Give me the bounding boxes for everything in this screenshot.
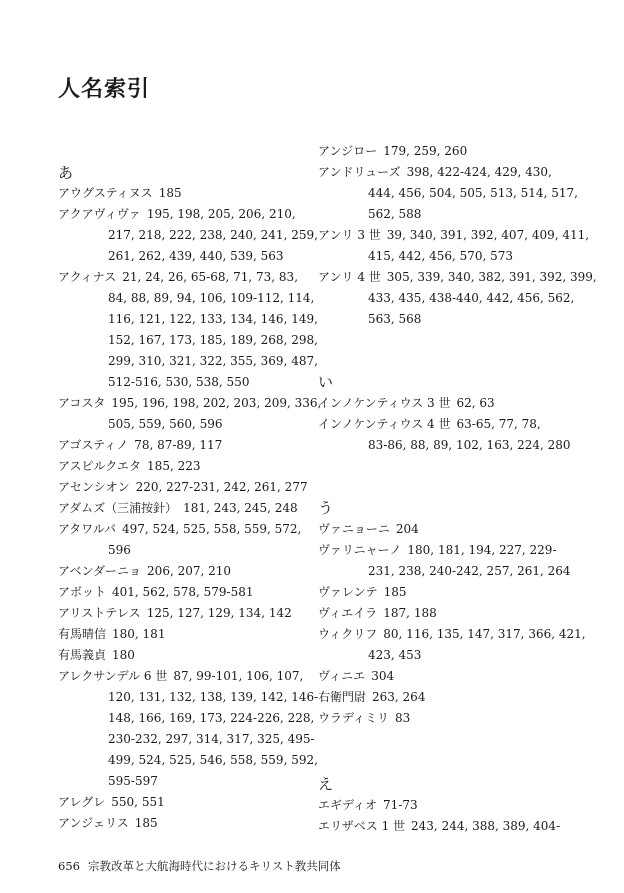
entry-pages: 550, 551 [111,795,165,809]
entry-pages: 152, 167, 173, 185, 189, 268, 298, [108,333,318,347]
index-entry [318,162,578,225]
entry-pages: 179, 259, 260 [383,144,468,158]
entry-name: アンジェリス [58,816,129,830]
entry-first-line [58,519,308,540]
entry-first-line [58,183,308,204]
entry-first-line [318,687,568,708]
entry-name: アコスタ [58,396,106,410]
entry-name: ウィクリフ [318,627,378,641]
entry-continuation-line [58,309,318,330]
entry-pages: 195, 198, 205, 206, 210, [146,207,296,221]
entry-pages: 217, 218, 222, 238, 240, 241, 259, [108,228,318,242]
index-entry [318,540,571,582]
entry-first-line [58,792,308,813]
index-entry [58,204,318,267]
section-heading: あ [58,164,74,182]
entry-pages: 148, 166, 169, 173, 224-226, 228, [108,711,315,725]
entry-name: 右衛門尉 [318,690,367,704]
entry-name: インノケンティウス 3 世 [318,396,451,410]
entry-continuation-line [58,225,318,246]
entry-pages: 87, 99-101, 106, 107, [173,669,304,683]
entry-first-line [318,582,568,603]
entry-pages: 21, 24, 26, 65-68, 71, 73, 83, [122,270,299,284]
index-entry [58,645,308,666]
entry-pages: 497, 524, 525, 558, 559, 572, [121,522,302,536]
entry-name: ヴィニエ [318,669,366,683]
index-entry [318,708,568,729]
entry-continuation-line [318,309,568,330]
entry-first-line [58,267,308,288]
index-entry [58,435,308,456]
entry-name: 有馬義貞 [58,648,107,662]
entry-name: アセンシオン [58,480,130,494]
entry-name: アンリ 3 世 [318,228,381,242]
entry-continuation-line [318,246,568,267]
entry-name: ウラディミリ [318,711,390,725]
entry-first-line [318,162,568,183]
entry-first-line [318,708,568,729]
entry-pages: 562, 588 [368,207,422,221]
entry-first-line [58,477,308,498]
page-title: 人名索引 [58,77,151,102]
entry-continuation-line [58,708,315,729]
entry-pages: 423, 453 [368,648,422,662]
entry-name: アボット [58,585,107,599]
entry-continuation-line [58,351,318,372]
entry-continuation-line [318,288,575,309]
entry-continuation-line [58,540,308,561]
index-entry [318,624,586,666]
index-entry [318,687,568,708]
entry-continuation-line [58,771,308,792]
entry-first-line [318,225,590,246]
entry-first-line [58,813,308,834]
entry-pages: 125, 127, 129, 134, 142 [146,606,292,620]
entry-name: 有馬晴信 [58,627,107,641]
index-entry [318,666,568,687]
entry-pages: 83 [395,711,411,725]
index-entry [318,414,571,456]
entry-pages: 78, 87-89, 117 [134,438,223,452]
entry-first-line [318,816,568,837]
entry-pages: 243, 244, 388, 389, 404- [411,819,561,833]
entry-name: アスピルクエタ [58,459,142,473]
entry-pages: 220, 227-231, 242, 261, 277 [135,480,308,494]
entry-pages: 596 [108,543,131,557]
entry-name: アタワルパ [58,522,116,536]
entry-name: エリザベス 1 世 [318,819,406,833]
index-entry [318,816,568,837]
running-title: 宗教改革と大航海時代におけるキリスト教共同体 [87,859,341,873]
entry-first-line [318,267,597,288]
entry-continuation-line [318,183,578,204]
entry-continuation-line [58,330,318,351]
entry-pages: 261, 262, 439, 440, 539, 563 [108,249,284,263]
index-entry [318,582,568,603]
entry-name: ヴィエイラ [318,606,378,620]
entry-first-line [318,393,568,414]
entry-continuation-line [58,246,308,267]
entry-name: アゴスティノ [58,438,129,452]
entry-first-line [58,393,322,414]
entry-pages: 433, 435, 438-440, 442, 456, 562, [368,291,575,305]
entry-name: アダムズ（三浦按針） [58,501,178,515]
entry-name: アンドリューズ [318,165,401,179]
entry-continuation-line [318,204,568,225]
entry-pages: 80, 116, 135, 147, 317, 366, 421, [383,627,586,641]
entry-pages: 180, 181 [112,627,166,641]
entry-name: アレグレ [58,795,106,809]
entry-first-line [318,603,568,624]
index-entry [58,561,308,582]
entry-pages: 304 [371,669,395,683]
index-entry [58,477,308,498]
index-entry [58,183,308,204]
entry-continuation-line [58,687,319,708]
entry-name: アクアヴィヴァ [58,207,141,221]
entry-pages: 39, 340, 391, 392, 407, 409, 411, [386,228,590,242]
entry-pages: 230-232, 297, 314, 317, 325, 495- [108,732,315,746]
index-entry [318,393,568,414]
index-entry [58,603,308,624]
entry-name: アウグスティヌス [58,186,153,200]
index-entry [58,456,308,477]
index-entry [318,519,568,540]
entry-pages: 116, 121, 122, 133, 134, 146, 149, [108,312,318,326]
index-entry [58,666,319,792]
entry-continuation-line [318,561,571,582]
entry-name: アンジロー [318,144,378,158]
entry-first-line [58,645,308,666]
entry-first-line [58,561,308,582]
entry-pages: 195, 196, 198, 202, 203, 209, 336, [111,396,322,410]
entry-name: インノケンティウス 4 世 [318,417,451,431]
entry-pages: 185, 223 [147,459,201,473]
entry-first-line [58,498,308,519]
index-entry [58,792,308,813]
entry-first-line [58,603,308,624]
entry-first-line [318,414,568,435]
index-entry [318,267,597,330]
entry-pages: 180 [112,648,135,662]
entry-first-line [318,624,586,645]
entry-name: アベンダーニョ [58,564,142,578]
section-heading: い [318,373,334,391]
entry-first-line [318,795,568,816]
entry-name: ヴァニョーニ [318,522,390,536]
entry-pages: 401, 562, 578, 579-581 [112,585,254,599]
entry-name: ヴァリニャーノ [318,543,402,557]
entry-pages: 83-86, 88, 89, 102, 163, 224, 280 [368,438,571,452]
entry-pages: 204 [395,522,419,536]
entry-pages: 263, 264 [372,690,426,704]
entry-name: エギディオ [318,798,378,812]
entry-pages: 415, 442, 456, 570, 573 [368,249,514,263]
index-entry [58,498,308,519]
entry-first-line [318,540,568,561]
entry-name: ヴァレンテ [318,585,378,599]
entry-pages: 305, 339, 340, 382, 391, 392, 399, [386,270,597,284]
index-entry [58,267,318,393]
entry-continuation-line [58,288,315,309]
page-number: 656 [58,859,80,873]
entry-first-line [58,435,308,456]
entry-first-line [58,624,308,645]
index-entry [58,624,308,645]
entry-pages: 206, 207, 210 [147,564,232,578]
entry-pages: 181, 243, 245, 248 [183,501,298,515]
entry-name: アリストテレス [58,606,141,620]
entry-pages: 120, 131, 132, 138, 139, 142, 146- [108,690,319,704]
entry-pages: 595-597 [108,774,158,788]
index-entry [318,225,590,267]
entry-pages: 398, 422-424, 429, 430, [406,165,552,179]
entry-first-line [58,456,308,477]
entry-pages: 185 [383,585,407,599]
entry-continuation-line [58,729,315,750]
entry-pages: 71-73 [383,798,418,812]
entry-continuation-line [318,645,568,666]
entry-first-line [58,582,308,603]
entry-pages: 180, 181, 194, 227, 229- [407,543,557,557]
index-entry [58,582,308,603]
index-entry [58,813,308,834]
index-entry [318,795,568,816]
entry-pages: 444, 456, 504, 505, 513, 514, 517, [368,186,578,200]
index-entry [318,141,568,162]
entry-first-line [58,666,308,687]
entry-continuation-line [58,414,308,435]
entry-first-line [318,141,568,162]
section-heading: え [318,775,334,793]
entry-continuation-line [58,750,318,771]
entry-first-line [318,519,568,540]
entry-continuation-line [318,435,571,456]
page-footer [58,858,341,874]
entry-first-line [318,666,568,687]
entry-pages: 185 [134,816,158,830]
entry-name: アクィナス [58,270,117,284]
entry-pages: 185 [158,186,182,200]
index-entry [318,603,568,624]
entry-first-line [58,204,308,225]
entry-pages: 84, 88, 89, 94, 106, 109-112, 114, [108,291,315,305]
section-heading: う [318,499,334,517]
entry-continuation-line [58,372,308,393]
entry-name: アレクサンデル 6 世 [58,669,168,683]
entry-name: アンリ 4 世 [318,270,381,284]
entry-pages: 231, 238, 240-242, 257, 261, 264 [368,564,571,578]
entry-pages: 499, 524, 525, 546, 558, 559, 592, [108,753,318,767]
entry-pages: 63-65, 77, 78, [456,417,541,431]
entry-pages: 299, 310, 321, 322, 355, 369, 487, [108,354,318,368]
entry-pages: 187, 188 [383,606,437,620]
index-entry [58,393,322,435]
entry-pages: 505, 559, 560, 596 [108,417,223,431]
index-entry [58,519,308,561]
entry-pages: 62, 63 [456,396,495,410]
entry-pages: 512-516, 530, 538, 550 [108,375,250,389]
entry-pages: 563, 568 [368,312,422,326]
